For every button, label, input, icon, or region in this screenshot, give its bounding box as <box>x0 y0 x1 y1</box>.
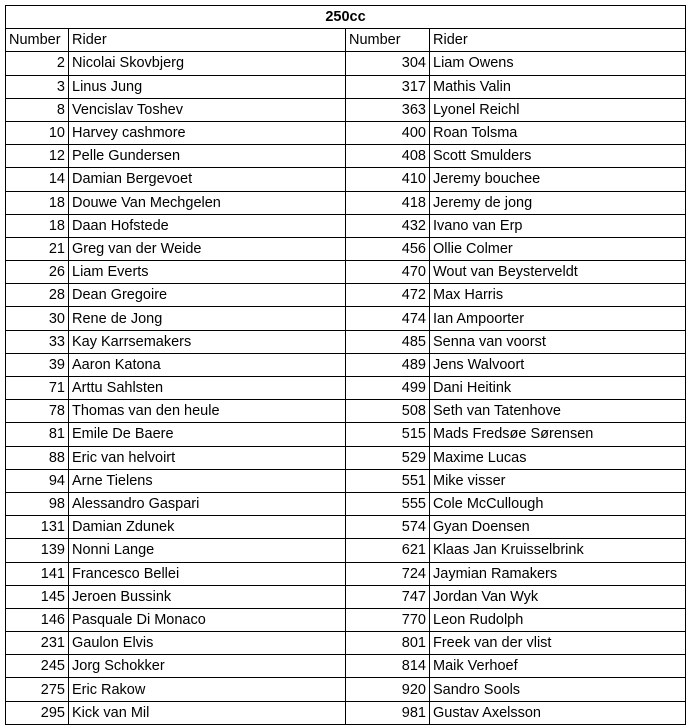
rider-number: 621 <box>346 539 430 562</box>
rider-number: 78 <box>6 400 69 423</box>
rider-number: 724 <box>346 562 430 585</box>
rider-name: Senna van voorst <box>430 330 686 353</box>
rider-name: Liam Owens <box>430 52 686 75</box>
rider-number: 295 <box>6 701 69 724</box>
rider-name: Klaas Jan Kruisselbrink <box>430 539 686 562</box>
rider-number: 14 <box>6 168 69 191</box>
rider-name: Jeroen Bussink <box>69 585 346 608</box>
rider-number: 231 <box>6 632 69 655</box>
rider-name: Thomas van den heule <box>69 400 346 423</box>
rider-name: Francesco Bellei <box>69 562 346 585</box>
rider-name: Gyan Doensen <box>430 516 686 539</box>
table-row <box>6 145 686 168</box>
rider-number: 71 <box>6 377 69 400</box>
rider-number: 275 <box>6 678 69 701</box>
rider-number: 81 <box>6 423 69 446</box>
rider-number: 10 <box>6 121 69 144</box>
rider-name: Cole McCullough <box>430 492 686 515</box>
rider-number: 18 <box>6 214 69 237</box>
rider-number: 28 <box>6 284 69 307</box>
rider-name: Mathis Valin <box>430 75 686 98</box>
rider-name: Arne Tielens <box>69 469 346 492</box>
rider-name: Liam Everts <box>69 261 346 284</box>
rider-name: Seth van Tatenhove <box>430 400 686 423</box>
rider-number: 410 <box>346 168 430 191</box>
rider-name: Maik Verhoef <box>430 655 686 678</box>
table-row <box>6 168 686 191</box>
rider-name: Max Harris <box>430 284 686 307</box>
rider-name: Freek van der vlist <box>430 632 686 655</box>
table-row <box>6 632 686 655</box>
rider-number: 8 <box>6 98 69 121</box>
rider-name: Jeremy de jong <box>430 191 686 214</box>
table-row <box>6 121 686 144</box>
rider-name: Eric Rakow <box>69 678 346 701</box>
rider-name: Ivano van Erp <box>430 214 686 237</box>
rider-name: Kay Karrsemakers <box>69 330 346 353</box>
rider-name: Pasquale Di Monaco <box>69 608 346 631</box>
rider-name: Alessandro Gaspari <box>69 492 346 515</box>
rider-name: Ollie Colmer <box>430 237 686 260</box>
header-number-2: Number <box>346 29 430 52</box>
rider-table <box>5 5 686 725</box>
rider-name: Aaron Katona <box>69 353 346 376</box>
header-rider-2: Rider <box>430 29 686 52</box>
rider-number: 3 <box>6 75 69 98</box>
rider-name: Scott Smulders <box>430 145 686 168</box>
table-row <box>6 585 686 608</box>
rider-number: 30 <box>6 307 69 330</box>
table-row <box>6 237 686 260</box>
table-row <box>6 98 686 121</box>
rider-number: 131 <box>6 516 69 539</box>
rider-number: 139 <box>6 539 69 562</box>
rider-number: 39 <box>6 353 69 376</box>
table-row <box>6 562 686 585</box>
rider-number: 489 <box>346 353 430 376</box>
table-row <box>6 678 686 701</box>
rider-name: Wout van Beysterveldt <box>430 261 686 284</box>
table-row <box>6 52 686 75</box>
rider-name: Jordan Van Wyk <box>430 585 686 608</box>
table-row <box>6 330 686 353</box>
table-row <box>6 423 686 446</box>
title-row <box>6 6 686 29</box>
rider-name: Dean Gregoire <box>69 284 346 307</box>
rider-name: Douwe Van Mechgelen <box>69 191 346 214</box>
rider-name: Jeremy bouchee <box>430 168 686 191</box>
table-body <box>6 52 686 724</box>
rider-number: 21 <box>6 237 69 260</box>
rider-number: 470 <box>346 261 430 284</box>
rider-name: Eric van helvoirt <box>69 446 346 469</box>
rider-name: Kick van Mil <box>69 701 346 724</box>
table-row <box>6 492 686 515</box>
rider-number: 33 <box>6 330 69 353</box>
table-row <box>6 214 686 237</box>
table-row <box>6 353 686 376</box>
table-row <box>6 539 686 562</box>
table-row <box>6 191 686 214</box>
table-row <box>6 516 686 539</box>
rider-name: Ian Ampoorter <box>430 307 686 330</box>
rider-number: 499 <box>346 377 430 400</box>
rider-number: 515 <box>346 423 430 446</box>
rider-number: 770 <box>346 608 430 631</box>
rider-number: 474 <box>346 307 430 330</box>
rider-number: 747 <box>346 585 430 608</box>
table-row <box>6 446 686 469</box>
rider-number: 363 <box>346 98 430 121</box>
rider-name: Pelle Gundersen <box>69 145 346 168</box>
rider-number: 408 <box>346 145 430 168</box>
table-row <box>6 400 686 423</box>
table-row <box>6 307 686 330</box>
rider-number: 472 <box>346 284 430 307</box>
table-row <box>6 701 686 724</box>
rider-name: Jorg Schokker <box>69 655 346 678</box>
table-row <box>6 608 686 631</box>
rider-number: 574 <box>346 516 430 539</box>
rider-number: 456 <box>346 237 430 260</box>
rider-number: 485 <box>346 330 430 353</box>
rider-number: 12 <box>6 145 69 168</box>
rider-number: 508 <box>346 400 430 423</box>
rider-name: Nonni Lange <box>69 539 346 562</box>
table-title: 250cc <box>6 6 686 29</box>
rider-number: 245 <box>6 655 69 678</box>
rider-name: Roan Tolsma <box>430 121 686 144</box>
rider-number: 141 <box>6 562 69 585</box>
rider-number: 2 <box>6 52 69 75</box>
rider-number: 146 <box>6 608 69 631</box>
header-number-1: Number <box>6 29 69 52</box>
rider-number: 304 <box>346 52 430 75</box>
rider-number: 529 <box>346 446 430 469</box>
rider-name: Vencislav Toshev <box>69 98 346 121</box>
rider-name: Damian Bergevoet <box>69 168 346 191</box>
table-row <box>6 469 686 492</box>
rider-number: 26 <box>6 261 69 284</box>
header-rider-1: Rider <box>69 29 346 52</box>
rider-name: Mads Fredsøe Sørensen <box>430 423 686 446</box>
rider-number: 814 <box>346 655 430 678</box>
rider-name: Harvey cashmore <box>69 121 346 144</box>
rider-name: Linus Jung <box>69 75 346 98</box>
rider-number: 801 <box>346 632 430 655</box>
rider-name: Leon Rudolph <box>430 608 686 631</box>
rider-name: Daan Hofstede <box>69 214 346 237</box>
rider-name: Sandro Sools <box>430 678 686 701</box>
rider-name: Greg van der Weide <box>69 237 346 260</box>
rider-name: Mike visser <box>430 469 686 492</box>
table-row <box>6 261 686 284</box>
rider-number: 551 <box>346 469 430 492</box>
table-row <box>6 655 686 678</box>
table-row <box>6 75 686 98</box>
rider-name: Nicolai Skovbjerg <box>69 52 346 75</box>
table-row <box>6 377 686 400</box>
table-row <box>6 284 686 307</box>
rider-name: Jaymian Ramakers <box>430 562 686 585</box>
rider-number: 88 <box>6 446 69 469</box>
rider-number: 18 <box>6 191 69 214</box>
rider-number: 555 <box>346 492 430 515</box>
rider-number: 981 <box>346 701 430 724</box>
rider-number: 418 <box>346 191 430 214</box>
rider-name: Emile De Baere <box>69 423 346 446</box>
rider-number: 98 <box>6 492 69 515</box>
rider-name: Dani Heitink <box>430 377 686 400</box>
rider-number: 317 <box>346 75 430 98</box>
rider-name: Maxime Lucas <box>430 446 686 469</box>
rider-name: Rene de Jong <box>69 307 346 330</box>
rider-name: Gaulon Elvis <box>69 632 346 655</box>
rider-name: Gustav Axelsson <box>430 701 686 724</box>
rider-name: Damian Zdunek <box>69 516 346 539</box>
rider-name: Lyonel Reichl <box>430 98 686 121</box>
rider-number: 920 <box>346 678 430 701</box>
rider-number: 400 <box>346 121 430 144</box>
rider-number: 432 <box>346 214 430 237</box>
header-row <box>6 29 686 52</box>
rider-number: 94 <box>6 469 69 492</box>
rider-name: Jens Walvoort <box>430 353 686 376</box>
rider-number: 145 <box>6 585 69 608</box>
rider-name: Arttu Sahlsten <box>69 377 346 400</box>
